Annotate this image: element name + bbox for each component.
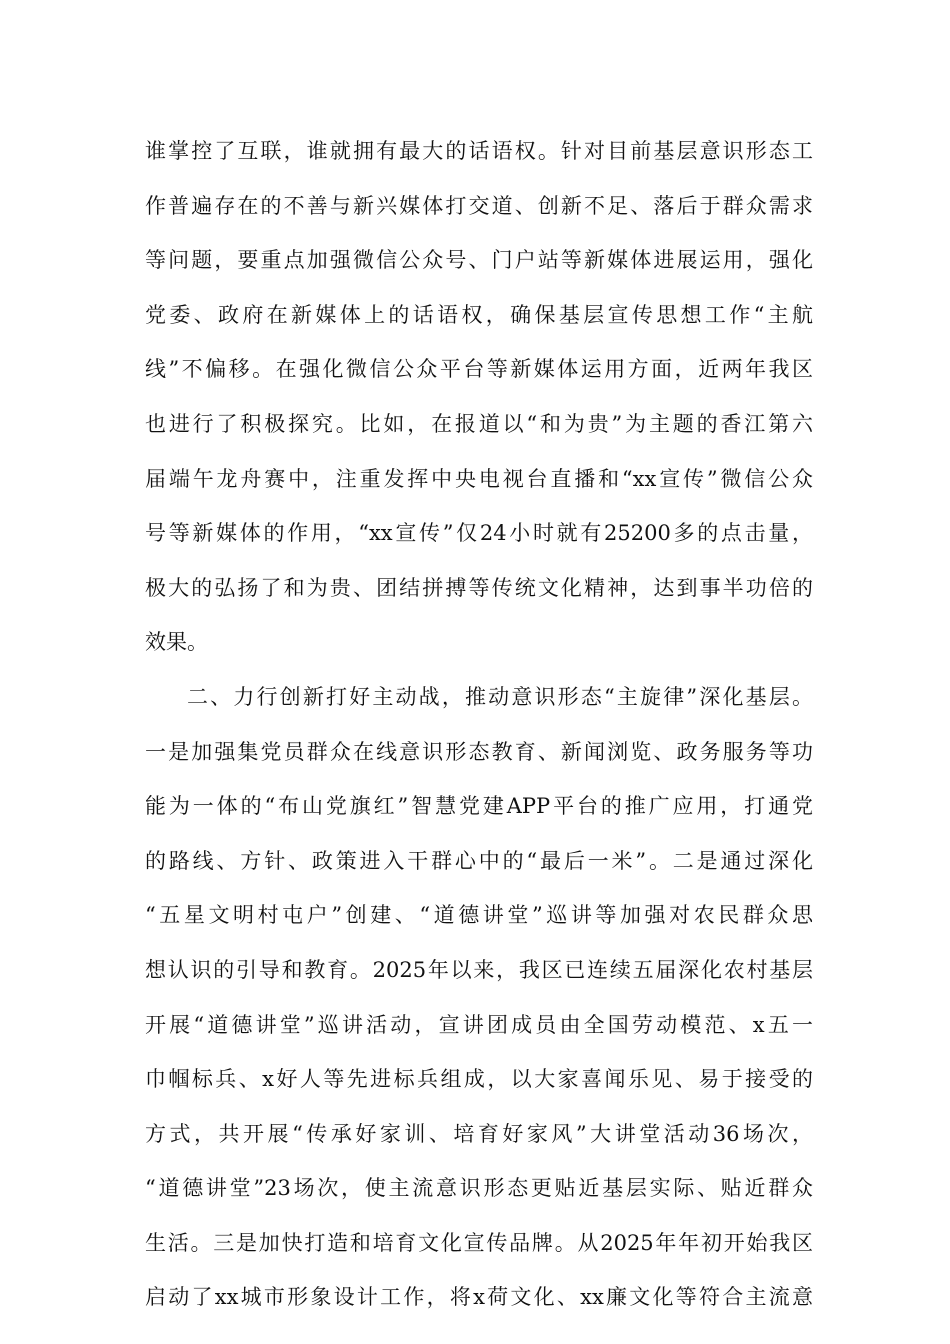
text-line: “五星文明村屯户”创建、“道德讲堂”巡讲等加强对农民群众思 [145, 903, 813, 928]
text-line: 的路线、方针、政策进入干群心中的“最后一米”。二是通过深化 [145, 848, 813, 873]
text-line: 也进行了积极探究。比如，在报道以“和为贵”为主题的香江第六 [145, 411, 813, 436]
text-line: “道德讲堂”23场次，使主流意识形态更贴近基层实际、贴近群众 [145, 1176, 813, 1201]
text-line: 巾帼标兵、x好人等先进标兵组成，以大家喜闻乐见、易于接受的 [145, 1067, 813, 1092]
text-line: 能为一体的“布山党旗红”智慧党建APP平台的推广应用，打通党 [145, 794, 813, 819]
body-text [145, 124, 813, 1325]
text-line: 届端午龙舟赛中，注重发挥中央电视台直播和“xx宣传”微信公众 [145, 466, 813, 491]
text-line: 谁掌控了互联，谁就拥有最大的话语权。针对目前基层意识形态工 [145, 139, 813, 163]
text-line: 党委、政府在新媒体上的话语权，确保基层宣传思想工作“主航 [145, 302, 813, 327]
text-line: 线”不偏移。在强化微信公众平台等新媒体运用方面，近两年我区 [145, 357, 813, 382]
text-line: 极大的弘扬了和为贵、团结拼搏等传统文化精神，达到事半功倍的 [145, 575, 813, 600]
text-line: 号等新媒体的作用，“xx宣传”仅24小时就有25200多的点击量， [145, 521, 813, 546]
text-line: 生活。三是加快打造和培育文化宣传品牌。从2025年年初开始我区 [145, 1230, 813, 1255]
section-heading-line: 二、力行创新打好主动战，推动意识形态“主旋律”深化基层。 [187, 684, 813, 709]
text-line: 想认识的引导和教育。2025年以来，我区已连续五届深化农村基层 [145, 957, 813, 982]
text-line: 开展“道德讲堂”巡讲活动，宣讲团成员由全国劳动模范、x五一 [145, 1012, 813, 1037]
text-line: 作普遍存在的不善与新兴媒体打交道、创新不足、落后于群众需求 [145, 193, 813, 218]
text-line: 一是加强集党员群众在线意识形态教育、新闻浏览、政务服务等功 [145, 739, 813, 764]
text-line: 方式，共开展“传承好家训、培育好家风”大讲堂活动36场次， [145, 1121, 813, 1146]
text-line: 等问题，要重点加强微信公众号、门户站等新媒体进展运用，强化 [145, 248, 813, 273]
text-line: 启动了xx城市形象设计工作，将x荷文化、xx廉文化等符合主流意 [145, 1285, 813, 1310]
text-line: 效果。 [145, 630, 208, 655]
